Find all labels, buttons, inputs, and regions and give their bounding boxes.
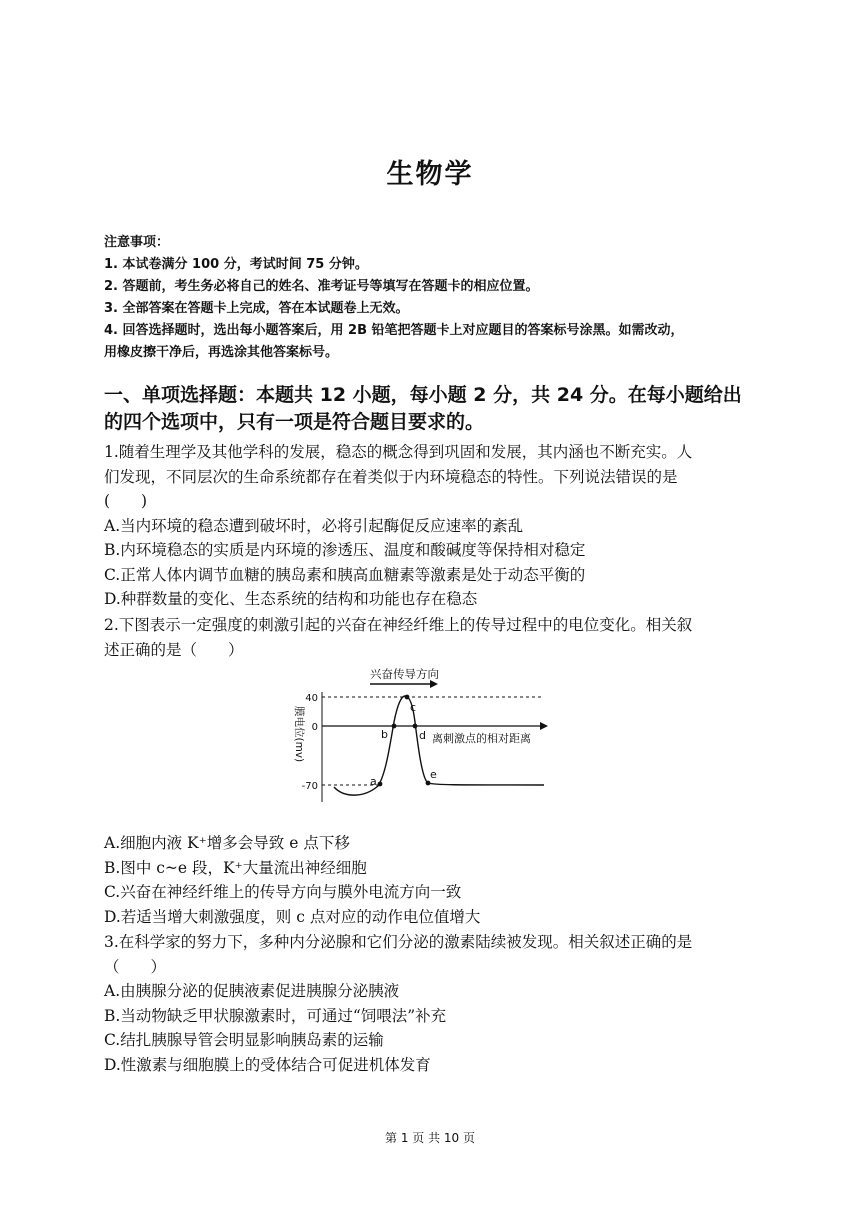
point-label-b: b	[381, 728, 388, 741]
direction-label: 兴奋传导方向	[370, 667, 439, 681]
point-label-c: c	[410, 701, 417, 714]
tick-label: 0	[311, 722, 318, 733]
section-heading-line: 的四个选项中，只有一项是符合题目要求的。	[104, 411, 485, 433]
option-a: A.细胞内液 K⁺增多会导致 e 点下移	[104, 834, 350, 852]
exam-notes	[104, 232, 764, 364]
point-b	[392, 724, 397, 729]
question-stem: 们发现，不同层次的生命系统都存在着类似于内环境稳态的特性。下列说法错误的是	[104, 467, 678, 486]
option-c: C.正常人体内调节血糖的胰岛素和胰高血糖素等激素是处于动态平衡的	[104, 565, 586, 584]
section-heading-line: 一、单项选择题：本题共 12 小题，每小题 2 分，共 24 分。在每小题给出	[104, 384, 742, 406]
point-a	[378, 782, 383, 787]
y-axis-label: 膜电位(mv)	[293, 706, 305, 763]
question-2-options	[104, 831, 764, 929]
option-b: B.图中 c~e 段，K⁺大量流出神经细胞	[104, 858, 367, 877]
notes-heading: 注意事项：	[104, 235, 170, 250]
section-heading	[104, 382, 764, 436]
option-a: A.当内环境的稳态遭到破坏时，必将引起酶促反应速率的紊乱	[104, 516, 524, 535]
x-axis-label: 离刺激点的相对距离	[432, 732, 531, 745]
point-e	[426, 781, 431, 786]
tick-label: -70	[301, 781, 318, 792]
option-d: D.种群数量的变化、生态系统的结构和功能也存在稳态	[104, 590, 478, 608]
notes-item: 3. 全部答案在答题卡上完成，答在本试题卷上无效。	[104, 301, 409, 316]
point-d	[413, 724, 418, 729]
question-stem: 3.在科学家的努力下，多种内分泌腺和它们分泌的激素陆续被发现。相关叙述正确的是	[104, 933, 693, 951]
option-d: D.性激素与细胞膜上的受体结合可促进机体发育	[104, 1055, 431, 1074]
point-label-e: e	[430, 768, 437, 781]
page-footer: 第 1 页 共 10 页	[385, 1131, 475, 1145]
option-c: C.结扎胰腺导管会明显影响胰岛素的运输	[104, 1031, 384, 1049]
question-1	[104, 440, 764, 612]
option-b: B.内环境稳态的实质是内环境的渗透压、温度和酸碱度等保持相对稳定	[104, 541, 586, 559]
notes-item: 2. 答题前，考生务必将自己的姓名、准考证号等填写在答题卡的相应位置。	[104, 279, 539, 294]
tick-label: 40	[305, 693, 318, 704]
direction-arrow-head	[430, 680, 438, 688]
page-title: 生物学	[386, 159, 474, 190]
option-a: A.由胰腺分泌的促胰液素促进胰腺分泌胰液	[104, 982, 400, 1000]
x-axis-arrowhead	[540, 722, 548, 730]
option-b: B.当动物缺乏甲状腺激素时，可通过“饲喂法”补充	[104, 1006, 447, 1025]
notes-item: 用橡皮擦干净后，再选涂其他答案标号。	[104, 345, 339, 360]
point-label-d: d	[419, 729, 426, 742]
question-stem: 述正确的是（ ）	[104, 640, 244, 659]
question-2	[104, 613, 764, 662]
question-stem: （ ）	[104, 957, 167, 976]
notes-item: 4. 回答选择题时，选出每小题答案后，用 2B 铅笔把答题卡上对应题目的答案标号涂黑。如需改动，	[104, 323, 684, 338]
question-stem: 1.随着生理学及其他学科的发展，稳态的概念得到巩固和发展，其内涵也不断充实。人	[104, 443, 693, 461]
point-label-a: a	[370, 775, 377, 788]
option-d: D.若适当增大刺激强度，则 c 点对应的动作电位值增大	[104, 907, 481, 926]
question-stem: ( )	[104, 492, 148, 510]
question-stem: 2.下图表示一定强度的刺激引起的兴奋在神经纤维上的传导过程中的电位变化。相关叙	[104, 616, 693, 634]
notes-item: 1. 本试卷满分 100 分，考试时间 75 分钟。	[104, 257, 368, 272]
point-c	[405, 695, 410, 700]
action-potential-figure	[282, 664, 552, 814]
question-3	[104, 930, 764, 1077]
potential-curve	[334, 696, 544, 795]
option-c: C.兴奋在神经纤维上的传导方向与膜外电流方向一致	[104, 883, 462, 901]
